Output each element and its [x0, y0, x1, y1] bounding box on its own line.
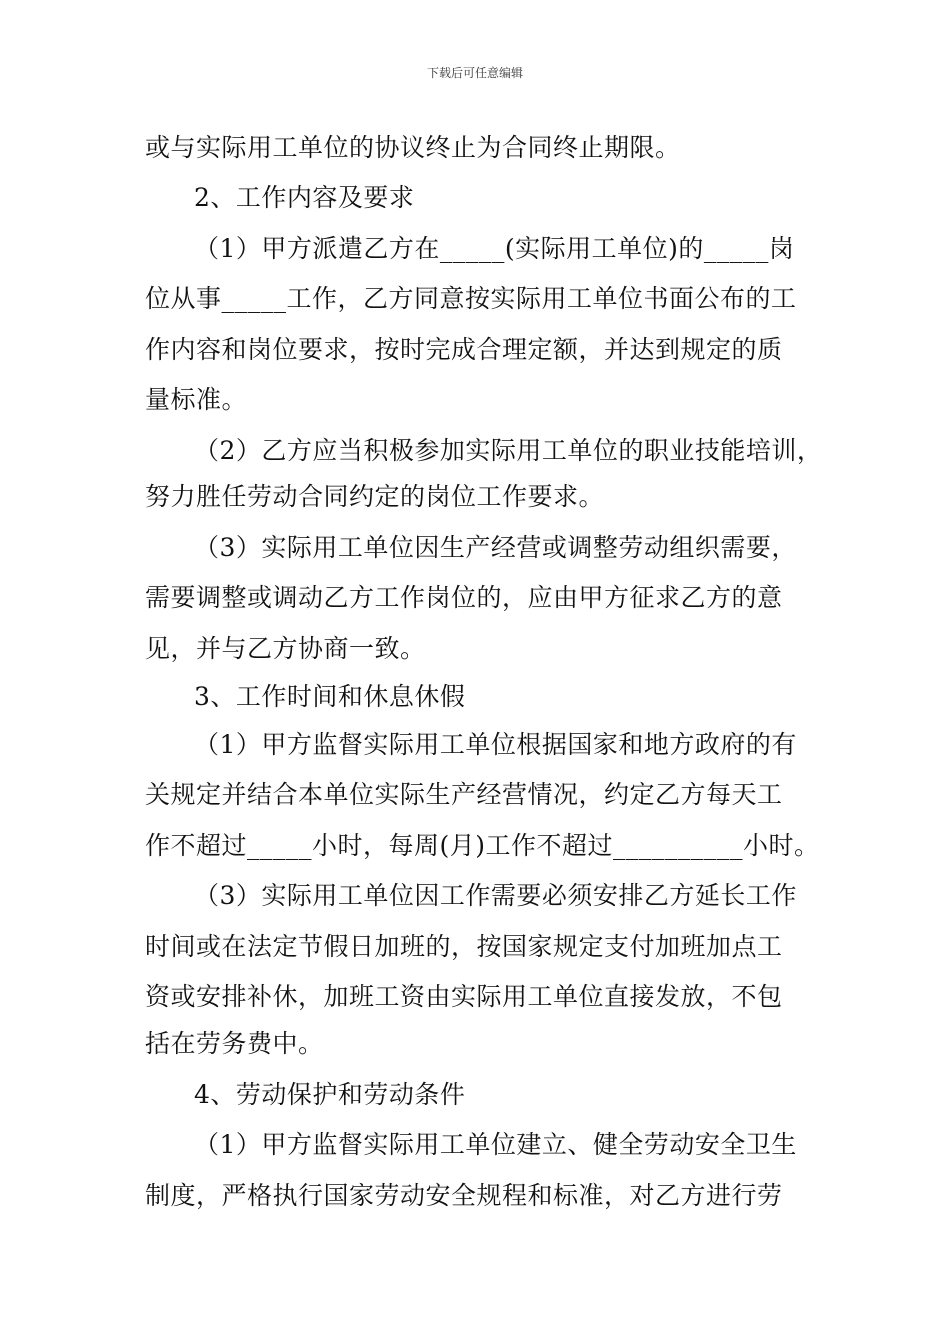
- text-line: 量标准。: [145, 385, 248, 414]
- text-line: 需要调整或调动乙方工作岗位的，应由甲方征求乙方的意: [145, 583, 783, 612]
- text-line: 见，并与乙方协商一致。: [145, 634, 426, 663]
- text-line: 关规定并结合本单位实际生产经营情况，约定乙方每天工: [145, 780, 783, 809]
- section-heading: 3、工作时间和休息休假: [194, 682, 466, 711]
- text-line: 作内容和岗位要求，按时完成合理定额，并达到规定的质: [145, 335, 783, 364]
- text-line: （2）乙方应当积极参加实际用工单位的职业技能培训，: [194, 436, 823, 465]
- text-line: （1）甲方派遣乙方在_____(实际用工单位)的_____岗: [194, 234, 795, 263]
- text-line: 作不超过_____小时，每周(月)工作不超过__________小时。: [145, 831, 820, 860]
- text-line: （1）甲方监督实际用工单位根据国家和地方政府的有: [194, 730, 797, 759]
- text-line: 括在劳务费中。: [145, 1029, 324, 1058]
- text-line: 时间或在法定节假日加班的，按国家规定支付加班加点工: [145, 932, 783, 961]
- section-heading: 2、工作内容及要求: [194, 183, 415, 212]
- text-line: 资或安排补休，加班工资由实际用工单位直接发放，不包: [145, 982, 783, 1011]
- page-header: 下载后可任意编辑: [426, 66, 523, 80]
- text-line: 制度，严格执行国家劳动安全规程和标准，对乙方进行劳: [145, 1181, 783, 1210]
- text-line: （3）实际用工单位因生产经营或调整劳动组织需要，: [194, 533, 797, 562]
- section-heading: 4、劳动保护和劳动条件: [194, 1080, 466, 1109]
- text-line: 或与实际用工单位的协议终止为合同终止期限。: [145, 133, 681, 162]
- text-line: （1）甲方监督实际用工单位建立、健全劳动安全卫生: [194, 1130, 797, 1159]
- text-line: （3）实际用工单位因工作需要必须安排乙方延长工作: [194, 881, 797, 910]
- text-line: 位从事_____工作，乙方同意按实际用工单位书面公布的工: [145, 284, 797, 313]
- text-line: 努力胜任劳动合同约定的岗位工作要求。: [145, 482, 605, 511]
